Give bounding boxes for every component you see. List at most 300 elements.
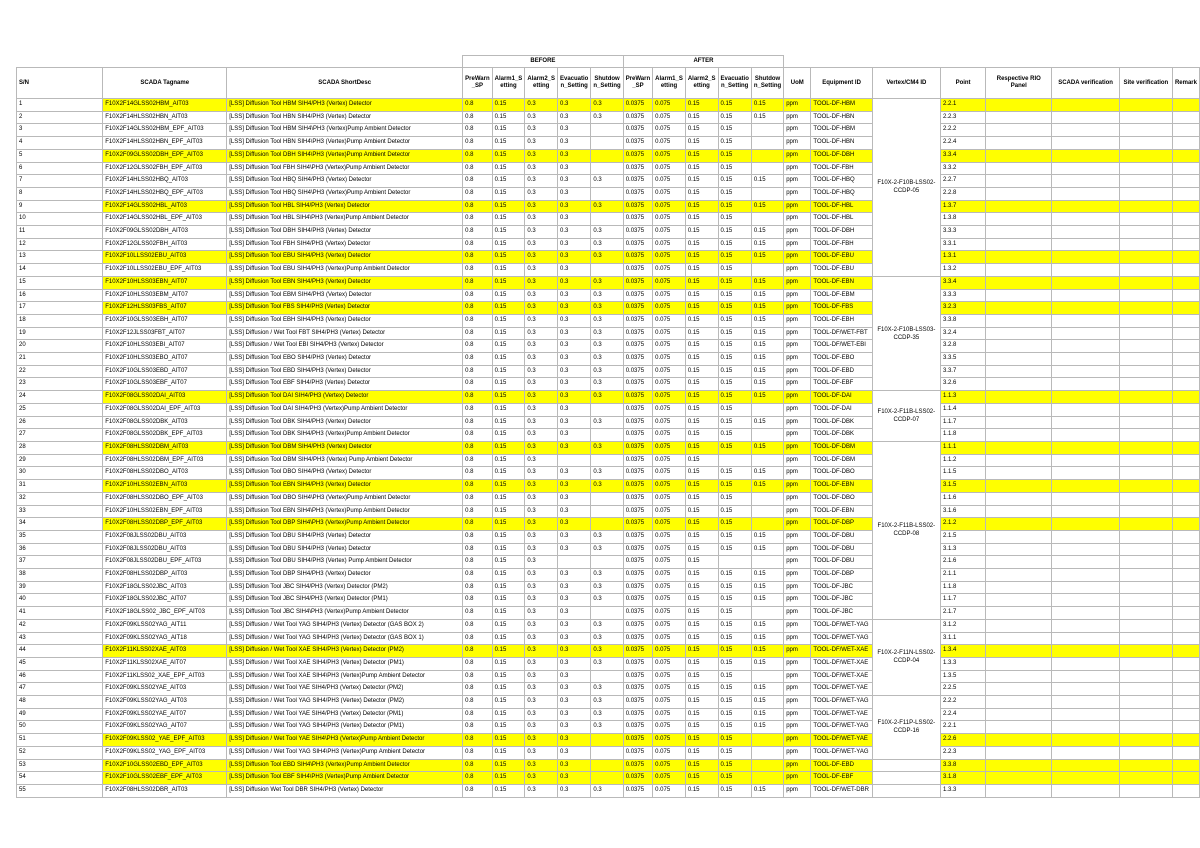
cell-tagname[interactable]: F10X2F14GLSS02HBM_EPF_AIT03 (103, 124, 227, 137)
cell-shortdesc[interactable]: [LSS] Diffusion Tool HBL SIH4\PH3 (Vertex)Pump Ambient Detector (227, 213, 463, 226)
cell-rio-panel[interactable] (986, 149, 1052, 162)
cell-after-alarm1[interactable]: 0.075 (653, 518, 686, 531)
cell-equipment[interactable]: TOOL-DF-EBF (811, 772, 872, 785)
cell-after-evacuation[interactable]: 0.15 (718, 696, 751, 709)
cell-before-evacuation[interactable]: 0.3 (558, 175, 591, 188)
cell-sn[interactable]: 2 (17, 111, 103, 124)
cell-point[interactable]: 3.3.8 (940, 759, 985, 772)
cell-tagname[interactable]: F10X2F08GLSS02DBK_EPF_AIT03 (103, 429, 227, 442)
cell-point[interactable]: 1.3.5 (940, 670, 985, 683)
cell-after-evacuation[interactable]: 0.15 (718, 683, 751, 696)
cell-point[interactable]: 2.2.6 (940, 734, 985, 747)
cell-remark[interactable] (1172, 454, 1199, 467)
cell-before-prewarn[interactable]: 0.8 (463, 187, 492, 200)
cell-equipment[interactable]: TOOL-DF/WET-YAE (811, 734, 872, 747)
cell-after-prewarn[interactable]: 0.0375 (623, 403, 652, 416)
cell-after-shutdown[interactable] (751, 518, 783, 531)
cell-before-alarm2[interactable]: 0.3 (525, 556, 558, 569)
cell-equipment[interactable]: TOOL-DF-EBH (811, 314, 872, 327)
cell-tagname[interactable]: F10X2F10LLSS02EBU_EPF_AIT03 (103, 264, 227, 277)
cell-before-prewarn[interactable]: 0.8 (463, 734, 492, 747)
cell-rio-panel[interactable] (986, 594, 1052, 607)
cell-tagname[interactable]: F10X2F10GLSS03EBD_AIT07 (103, 365, 227, 378)
cell-rio-panel[interactable] (986, 581, 1052, 594)
cell-before-shutdown[interactable]: 0.3 (591, 365, 623, 378)
cell-shortdesc[interactable]: [LSS] Diffusion Tool EBU SIH4/PH3 (Vertex) Detector (227, 251, 463, 264)
cell-after-shutdown[interactable]: 0.15 (751, 683, 783, 696)
cell-point[interactable]: 1.1.4 (940, 403, 985, 416)
cell-scada-verification[interactable] (1052, 594, 1119, 607)
cell-after-alarm2[interactable]: 0.15 (685, 251, 718, 264)
cell-uom[interactable]: ppm (784, 314, 811, 327)
cell-after-prewarn[interactable]: 0.0375 (623, 99, 652, 112)
cell-before-prewarn[interactable]: 0.8 (463, 162, 492, 175)
cell-rio-panel[interactable] (986, 213, 1052, 226)
cell-after-evacuation[interactable]: 0.15 (718, 175, 751, 188)
cell-before-shutdown[interactable]: 0.3 (591, 99, 623, 112)
cell-scada-verification[interactable] (1052, 683, 1119, 696)
cell-before-evacuation[interactable]: 0.3 (558, 99, 591, 112)
cell-before-alarm2[interactable]: 0.3 (525, 645, 558, 658)
cell-before-prewarn[interactable]: 0.8 (463, 340, 492, 353)
cell-before-evacuation[interactable]: 0.3 (558, 645, 591, 658)
cell-before-shutdown[interactable]: 0.3 (591, 226, 623, 239)
cell-before-alarm2[interactable]: 0.3 (525, 480, 558, 493)
cell-after-shutdown[interactable]: 0.15 (751, 530, 783, 543)
cell-remark[interactable] (1172, 162, 1199, 175)
cell-after-shutdown[interactable] (751, 429, 783, 442)
cell-site-verification[interactable] (1119, 327, 1172, 340)
cell-rio-panel[interactable] (986, 416, 1052, 429)
cell-sn[interactable]: 45 (17, 657, 103, 670)
cell-after-alarm2[interactable]: 0.15 (685, 708, 718, 721)
cell-scada-verification[interactable] (1052, 353, 1119, 366)
cell-after-shutdown[interactable] (751, 607, 783, 620)
cell-remark[interactable] (1172, 302, 1199, 315)
cell-shortdesc[interactable]: [LSS] Diffusion Tool HBL SIH4/PH3 (Vertex) Detector (227, 200, 463, 213)
cell-uom[interactable]: ppm (784, 353, 811, 366)
cell-after-evacuation[interactable]: 0.15 (718, 416, 751, 429)
cell-before-evacuation[interactable]: 0.3 (558, 505, 591, 518)
cell-after-shutdown[interactable] (751, 772, 783, 785)
cell-rio-panel[interactable] (986, 441, 1052, 454)
cell-before-evacuation[interactable]: 0.3 (558, 314, 591, 327)
cell-after-evacuation[interactable]: 0.15 (718, 746, 751, 759)
cell-sn[interactable]: 49 (17, 708, 103, 721)
cell-after-prewarn[interactable]: 0.0375 (623, 353, 652, 366)
cell-after-evacuation[interactable]: 0.15 (718, 124, 751, 137)
cell-after-prewarn[interactable]: 0.0375 (623, 734, 652, 747)
cell-after-evacuation[interactable]: 0.15 (718, 213, 751, 226)
cell-after-shutdown[interactable] (751, 492, 783, 505)
cell-after-alarm1[interactable]: 0.075 (653, 594, 686, 607)
cell-scada-verification[interactable] (1052, 111, 1119, 124)
cell-sn[interactable]: 7 (17, 175, 103, 188)
cell-shortdesc[interactable]: [LSS] Diffusion Tool JBC SIH4\PH3 (Vertex)Pump Ambient Detector (227, 607, 463, 620)
cell-after-evacuation[interactable]: 0.15 (718, 111, 751, 124)
cell-after-prewarn[interactable]: 0.0375 (623, 391, 652, 404)
cell-scada-verification[interactable] (1052, 289, 1119, 302)
cell-shortdesc[interactable]: [LSS] Diffusion Tool HBQ SIH4/PH3 (Vertex) Detector (227, 175, 463, 188)
cell-after-evacuation[interactable]: 0.15 (718, 200, 751, 213)
cell-before-shutdown[interactable] (591, 429, 623, 442)
cell-before-evacuation[interactable]: 0.3 (558, 734, 591, 747)
cell-equipment[interactable]: TOOL-DF-HBM (811, 99, 872, 112)
cell-after-evacuation[interactable]: 0.15 (718, 238, 751, 251)
cell-after-alarm1[interactable]: 0.075 (653, 454, 686, 467)
cell-site-verification[interactable] (1119, 175, 1172, 188)
cell-sn[interactable]: 39 (17, 581, 103, 594)
cell-rio-panel[interactable] (986, 708, 1052, 721)
cell-remark[interactable] (1172, 543, 1199, 556)
cell-before-alarm1[interactable]: 0.15 (492, 264, 525, 277)
cell-after-shutdown[interactable]: 0.15 (751, 251, 783, 264)
cell-before-evacuation[interactable]: 0.3 (558, 187, 591, 200)
cell-after-shutdown[interactable]: 0.15 (751, 175, 783, 188)
cell-rio-panel[interactable] (986, 264, 1052, 277)
cell-before-evacuation[interactable]: 0.3 (558, 416, 591, 429)
cell-point[interactable]: 2.2.2 (940, 124, 985, 137)
cell-after-alarm1[interactable]: 0.075 (653, 340, 686, 353)
cell-tagname[interactable]: F10X2F08JLSS02DBU_EPF_AIT03 (103, 556, 227, 569)
cell-scada-verification[interactable] (1052, 454, 1119, 467)
cell-before-alarm1[interactable]: 0.15 (492, 734, 525, 747)
cell-sn[interactable]: 32 (17, 492, 103, 505)
cell-scada-verification[interactable] (1052, 403, 1119, 416)
cell-point[interactable]: 3.3.8 (940, 314, 985, 327)
cell-before-alarm1[interactable]: 0.15 (492, 251, 525, 264)
cell-before-evacuation[interactable]: 0.3 (558, 213, 591, 226)
cell-scada-verification[interactable] (1052, 314, 1119, 327)
cell-before-evacuation[interactable]: 0.3 (558, 302, 591, 315)
cell-before-alarm1[interactable]: 0.15 (492, 784, 525, 797)
cell-point[interactable]: 2.2.5 (940, 683, 985, 696)
cell-after-prewarn[interactable]: 0.0375 (623, 137, 652, 150)
cell-before-prewarn[interactable]: 0.8 (463, 200, 492, 213)
cell-uom[interactable]: ppm (784, 492, 811, 505)
cell-after-shutdown[interactable]: 0.15 (751, 784, 783, 797)
cell-before-alarm1[interactable]: 0.15 (492, 416, 525, 429)
cell-site-verification[interactable] (1119, 416, 1172, 429)
cell-vertex-id[interactable] (872, 784, 940, 797)
cell-after-alarm2[interactable]: 0.15 (685, 530, 718, 543)
cell-shortdesc[interactable]: [LSS] Diffusion Tool FBS SIH4/PH3 (Vertex) Detector (227, 302, 463, 315)
cell-before-prewarn[interactable]: 0.8 (463, 530, 492, 543)
cell-site-verification[interactable] (1119, 187, 1172, 200)
cell-rio-panel[interactable] (986, 238, 1052, 251)
cell-before-shutdown[interactable]: 0.3 (591, 238, 623, 251)
cell-scada-verification[interactable] (1052, 429, 1119, 442)
cell-rio-panel[interactable] (986, 226, 1052, 239)
cell-equipment[interactable]: TOOL-DF/WET-XAE (811, 645, 872, 658)
cell-after-alarm2[interactable]: 0.15 (685, 480, 718, 493)
cell-after-alarm1[interactable]: 0.075 (653, 683, 686, 696)
cell-remark[interactable] (1172, 391, 1199, 404)
cell-equipment[interactable]: TOOL-DF-HBN (811, 137, 872, 150)
cell-tagname[interactable]: F10X2F09KLSS02_YAE_EPF_AIT03 (103, 734, 227, 747)
cell-uom[interactable]: ppm (784, 429, 811, 442)
cell-after-alarm2[interactable]: 0.15 (685, 645, 718, 658)
cell-after-evacuation[interactable]: 0.15 (718, 99, 751, 112)
cell-uom[interactable]: ppm (784, 264, 811, 277)
cell-after-alarm1[interactable]: 0.075 (653, 327, 686, 340)
cell-equipment[interactable]: TOOL-DF-DBM (811, 441, 872, 454)
cell-before-alarm1[interactable]: 0.15 (492, 530, 525, 543)
cell-after-alarm2[interactable]: 0.15 (685, 340, 718, 353)
cell-after-prewarn[interactable]: 0.0375 (623, 784, 652, 797)
cell-before-evacuation[interactable]: 0.3 (558, 784, 591, 797)
cell-before-alarm2[interactable]: 0.3 (525, 683, 558, 696)
cell-after-alarm2[interactable]: 0.15 (685, 289, 718, 302)
cell-after-shutdown[interactable] (751, 403, 783, 416)
cell-site-verification[interactable] (1119, 353, 1172, 366)
cell-before-shutdown[interactable] (591, 403, 623, 416)
cell-equipment[interactable]: TOOL-DF-EBD (811, 365, 872, 378)
cell-scada-verification[interactable] (1052, 327, 1119, 340)
cell-before-prewarn[interactable]: 0.8 (463, 619, 492, 632)
cell-after-shutdown[interactable]: 0.15 (751, 226, 783, 239)
cell-remark[interactable] (1172, 530, 1199, 543)
cell-remark[interactable] (1172, 696, 1199, 709)
cell-after-alarm2[interactable]: 0.15 (685, 556, 718, 569)
cell-point[interactable]: 1.1.8 (940, 581, 985, 594)
cell-scada-verification[interactable] (1052, 569, 1119, 582)
cell-rio-panel[interactable] (986, 492, 1052, 505)
cell-tagname[interactable]: F10X2F08HLSS02DBO_EPF_AIT03 (103, 492, 227, 505)
cell-after-shutdown[interactable]: 0.15 (751, 391, 783, 404)
cell-site-verification[interactable] (1119, 302, 1172, 315)
cell-remark[interactable] (1172, 213, 1199, 226)
cell-rio-panel[interactable] (986, 645, 1052, 658)
cell-before-shutdown[interactable]: 0.3 (591, 441, 623, 454)
cell-site-verification[interactable] (1119, 226, 1172, 239)
cell-shortdesc[interactable]: [LSS] Diffusion Tool DBM SIH4/PH3 (Vertex) Detector (227, 441, 463, 454)
cell-after-shutdown[interactable]: 0.15 (751, 594, 783, 607)
cell-before-shutdown[interactable]: 0.3 (591, 467, 623, 480)
cell-scada-verification[interactable] (1052, 238, 1119, 251)
cell-remark[interactable] (1172, 403, 1199, 416)
cell-rio-panel[interactable] (986, 759, 1052, 772)
cell-before-alarm2[interactable]: 0.3 (525, 226, 558, 239)
cell-tagname[interactable]: F10X2F10GLSS03EBH_AIT07 (103, 314, 227, 327)
cell-rio-panel[interactable] (986, 429, 1052, 442)
cell-rio-panel[interactable] (986, 353, 1052, 366)
cell-equipment[interactable]: TOOL-DF-JBC (811, 581, 872, 594)
cell-before-prewarn[interactable]: 0.8 (463, 772, 492, 785)
cell-uom[interactable]: ppm (784, 251, 811, 264)
cell-before-alarm1[interactable]: 0.15 (492, 543, 525, 556)
cell-uom[interactable]: ppm (784, 696, 811, 709)
cell-equipment[interactable]: TOOL-DF-FBH (811, 238, 872, 251)
cell-before-prewarn[interactable]: 0.8 (463, 213, 492, 226)
cell-after-shutdown[interactable]: 0.15 (751, 632, 783, 645)
cell-before-alarm2[interactable]: 0.3 (525, 365, 558, 378)
cell-uom[interactable]: ppm (784, 708, 811, 721)
cell-shortdesc[interactable]: [LSS] Diffusion Tool HBQ SIH4\PH3 (Vertex)Pump Ambient Detector (227, 187, 463, 200)
cell-sn[interactable]: 18 (17, 314, 103, 327)
cell-after-evacuation[interactable]: 0.15 (718, 353, 751, 366)
cell-point[interactable]: 3.1.1 (940, 632, 985, 645)
cell-after-prewarn[interactable]: 0.0375 (623, 187, 652, 200)
cell-vertex-id[interactable]: F10X-2-F11B-LSS02-CCDP-07 (872, 391, 940, 442)
cell-before-alarm2[interactable]: 0.3 (525, 746, 558, 759)
cell-before-alarm2[interactable]: 0.3 (525, 607, 558, 620)
cell-before-evacuation[interactable]: 0.3 (558, 696, 591, 709)
cell-uom[interactable]: ppm (784, 581, 811, 594)
cell-after-alarm2[interactable]: 0.15 (685, 505, 718, 518)
cell-sn[interactable]: 29 (17, 454, 103, 467)
cell-before-prewarn[interactable]: 0.8 (463, 251, 492, 264)
cell-before-prewarn[interactable]: 0.8 (463, 467, 492, 480)
cell-sn[interactable]: 19 (17, 327, 103, 340)
cell-after-alarm1[interactable]: 0.075 (653, 162, 686, 175)
cell-sn[interactable]: 34 (17, 518, 103, 531)
cell-after-alarm2[interactable]: 0.15 (685, 137, 718, 150)
cell-point[interactable]: 1.1.7 (940, 594, 985, 607)
cell-after-shutdown[interactable] (751, 746, 783, 759)
cell-after-alarm2[interactable]: 0.15 (685, 734, 718, 747)
cell-after-evacuation[interactable]: 0.15 (718, 251, 751, 264)
cell-after-evacuation[interactable]: 0.15 (718, 670, 751, 683)
cell-point[interactable]: 2.2.3 (940, 746, 985, 759)
cell-remark[interactable] (1172, 124, 1199, 137)
cell-after-alarm1[interactable]: 0.075 (653, 492, 686, 505)
cell-after-evacuation[interactable]: 0.15 (718, 429, 751, 442)
cell-after-prewarn[interactable]: 0.0375 (623, 200, 652, 213)
cell-after-alarm2[interactable]: 0.15 (685, 226, 718, 239)
cell-tagname[interactable]: F10X2F09KLSS02YAG_AIT11 (103, 619, 227, 632)
cell-after-prewarn[interactable]: 0.0375 (623, 721, 652, 734)
cell-site-verification[interactable] (1119, 556, 1172, 569)
cell-tagname[interactable]: F10X2F08GLSS02DBK_AIT03 (103, 416, 227, 429)
cell-remark[interactable] (1172, 416, 1199, 429)
cell-after-prewarn[interactable]: 0.0375 (623, 429, 652, 442)
cell-shortdesc[interactable]: [LSS] Diffusion / Wet Tool YAG SIH4/PH3 (Vertex) Detector (PM1) (227, 721, 463, 734)
cell-after-shutdown[interactable] (751, 670, 783, 683)
cell-after-alarm2[interactable]: 0.15 (685, 365, 718, 378)
cell-uom[interactable]: ppm (784, 607, 811, 620)
cell-before-prewarn[interactable]: 0.8 (463, 607, 492, 620)
cell-shortdesc[interactable]: [LSS] Diffusion Tool EBD SIH4\PH3 (Vertex)Pump Ambient Detector (227, 759, 463, 772)
cell-uom[interactable]: ppm (784, 238, 811, 251)
cell-after-alarm1[interactable]: 0.075 (653, 784, 686, 797)
cell-before-shutdown[interactable] (591, 264, 623, 277)
cell-uom[interactable]: ppm (784, 441, 811, 454)
cell-before-alarm1[interactable]: 0.15 (492, 149, 525, 162)
cell-point[interactable]: 1.1.1 (940, 441, 985, 454)
cell-site-verification[interactable] (1119, 111, 1172, 124)
cell-shortdesc[interactable]: [LSS] Diffusion / Wet Tool EBI SIH4/PH3 (Vertex) Detector (227, 340, 463, 353)
cell-equipment[interactable]: TOOL-DF/WET-YAG (811, 632, 872, 645)
cell-tagname[interactable]: F10X2F09KLSS02YAG_AIT18 (103, 632, 227, 645)
cell-uom[interactable]: ppm (784, 124, 811, 137)
cell-after-evacuation[interactable]: 0.15 (718, 403, 751, 416)
cell-after-alarm2[interactable]: 0.15 (685, 657, 718, 670)
cell-tagname[interactable]: F10X2F12HLSS03FBS_AIT07 (103, 302, 227, 315)
cell-site-verification[interactable] (1119, 480, 1172, 493)
cell-scada-verification[interactable] (1052, 632, 1119, 645)
cell-point[interactable]: 1.3.4 (940, 645, 985, 658)
cell-uom[interactable]: ppm (784, 378, 811, 391)
cell-site-verification[interactable] (1119, 619, 1172, 632)
cell-before-alarm1[interactable]: 0.15 (492, 670, 525, 683)
cell-equipment[interactable]: TOOL-DF-EBU (811, 264, 872, 277)
cell-before-shutdown[interactable] (591, 137, 623, 150)
cell-sn[interactable]: 23 (17, 378, 103, 391)
cell-after-alarm1[interactable]: 0.075 (653, 213, 686, 226)
cell-equipment[interactable]: TOOL-DF-HBM (811, 124, 872, 137)
cell-sn[interactable]: 5 (17, 149, 103, 162)
cell-shortdesc[interactable]: [LSS] Diffusion Tool EBF SIH4\PH3 (Vertex)Pump Ambient Detector (227, 772, 463, 785)
cell-after-alarm1[interactable]: 0.075 (653, 543, 686, 556)
cell-sn[interactable]: 38 (17, 569, 103, 582)
cell-shortdesc[interactable]: [LSS] Diffusion Tool DBO SIH4\PH3 (Vertex)Pump Ambient Detector (227, 492, 463, 505)
cell-after-prewarn[interactable]: 0.0375 (623, 518, 652, 531)
cell-point[interactable]: 1.1.8 (940, 429, 985, 442)
cell-shortdesc[interactable]: [LSS] Diffusion Tool EBU SIH4/PH3 (Vertex)Pump Ambient Detector (227, 264, 463, 277)
cell-scada-verification[interactable] (1052, 721, 1119, 734)
cell-sn[interactable]: 52 (17, 746, 103, 759)
cell-before-alarm2[interactable]: 0.3 (525, 721, 558, 734)
cell-rio-panel[interactable] (986, 530, 1052, 543)
cell-equipment[interactable]: TOOL-DF-HBQ (811, 187, 872, 200)
cell-remark[interactable] (1172, 683, 1199, 696)
cell-rio-panel[interactable] (986, 607, 1052, 620)
cell-after-alarm1[interactable]: 0.075 (653, 238, 686, 251)
cell-remark[interactable] (1172, 492, 1199, 505)
cell-before-shutdown[interactable]: 0.3 (591, 175, 623, 188)
cell-before-prewarn[interactable]: 0.8 (463, 454, 492, 467)
cell-sn[interactable]: 51 (17, 734, 103, 747)
cell-sn[interactable]: 25 (17, 403, 103, 416)
cell-tagname[interactable]: F10X2F11KLSS02XAE_AIT03 (103, 645, 227, 658)
cell-tagname[interactable]: F10X2F14HLSS02HBN_EPF_AIT03 (103, 137, 227, 150)
cell-sn[interactable]: 50 (17, 721, 103, 734)
cell-site-verification[interactable] (1119, 683, 1172, 696)
cell-equipment[interactable]: TOOL-DF-FBH (811, 162, 872, 175)
cell-tagname[interactable]: F10X2F08HLSS02DBO_AIT03 (103, 467, 227, 480)
cell-remark[interactable] (1172, 670, 1199, 683)
cell-before-prewarn[interactable]: 0.8 (463, 238, 492, 251)
cell-site-verification[interactable] (1119, 429, 1172, 442)
cell-point[interactable]: 2.2.3 (940, 111, 985, 124)
cell-after-alarm2[interactable]: 0.15 (685, 632, 718, 645)
cell-site-verification[interactable] (1119, 162, 1172, 175)
cell-before-evacuation[interactable]: 0.3 (558, 365, 591, 378)
cell-scada-verification[interactable] (1052, 746, 1119, 759)
cell-sn[interactable]: 12 (17, 238, 103, 251)
cell-point[interactable]: 2.2.1 (940, 99, 985, 112)
cell-tagname[interactable]: F10X2F18GLSS02JBC_AIT03 (103, 581, 227, 594)
cell-after-shutdown[interactable] (751, 213, 783, 226)
cell-before-evacuation[interactable]: 0.3 (558, 149, 591, 162)
cell-scada-verification[interactable] (1052, 162, 1119, 175)
cell-after-prewarn[interactable]: 0.0375 (623, 226, 652, 239)
cell-after-alarm1[interactable]: 0.075 (653, 124, 686, 137)
cell-after-alarm2[interactable]: 0.15 (685, 784, 718, 797)
cell-scada-verification[interactable] (1052, 657, 1119, 670)
cell-site-verification[interactable] (1119, 365, 1172, 378)
cell-after-prewarn[interactable]: 0.0375 (623, 632, 652, 645)
cell-before-prewarn[interactable]: 0.8 (463, 645, 492, 658)
cell-before-prewarn[interactable]: 0.8 (463, 441, 492, 454)
cell-sn[interactable]: 31 (17, 480, 103, 493)
cell-before-alarm1[interactable]: 0.15 (492, 594, 525, 607)
cell-after-alarm2[interactable]: 0.15 (685, 264, 718, 277)
cell-after-evacuation[interactable]: 0.15 (718, 530, 751, 543)
cell-before-prewarn[interactable]: 0.8 (463, 149, 492, 162)
cell-after-shutdown[interactable]: 0.15 (751, 340, 783, 353)
